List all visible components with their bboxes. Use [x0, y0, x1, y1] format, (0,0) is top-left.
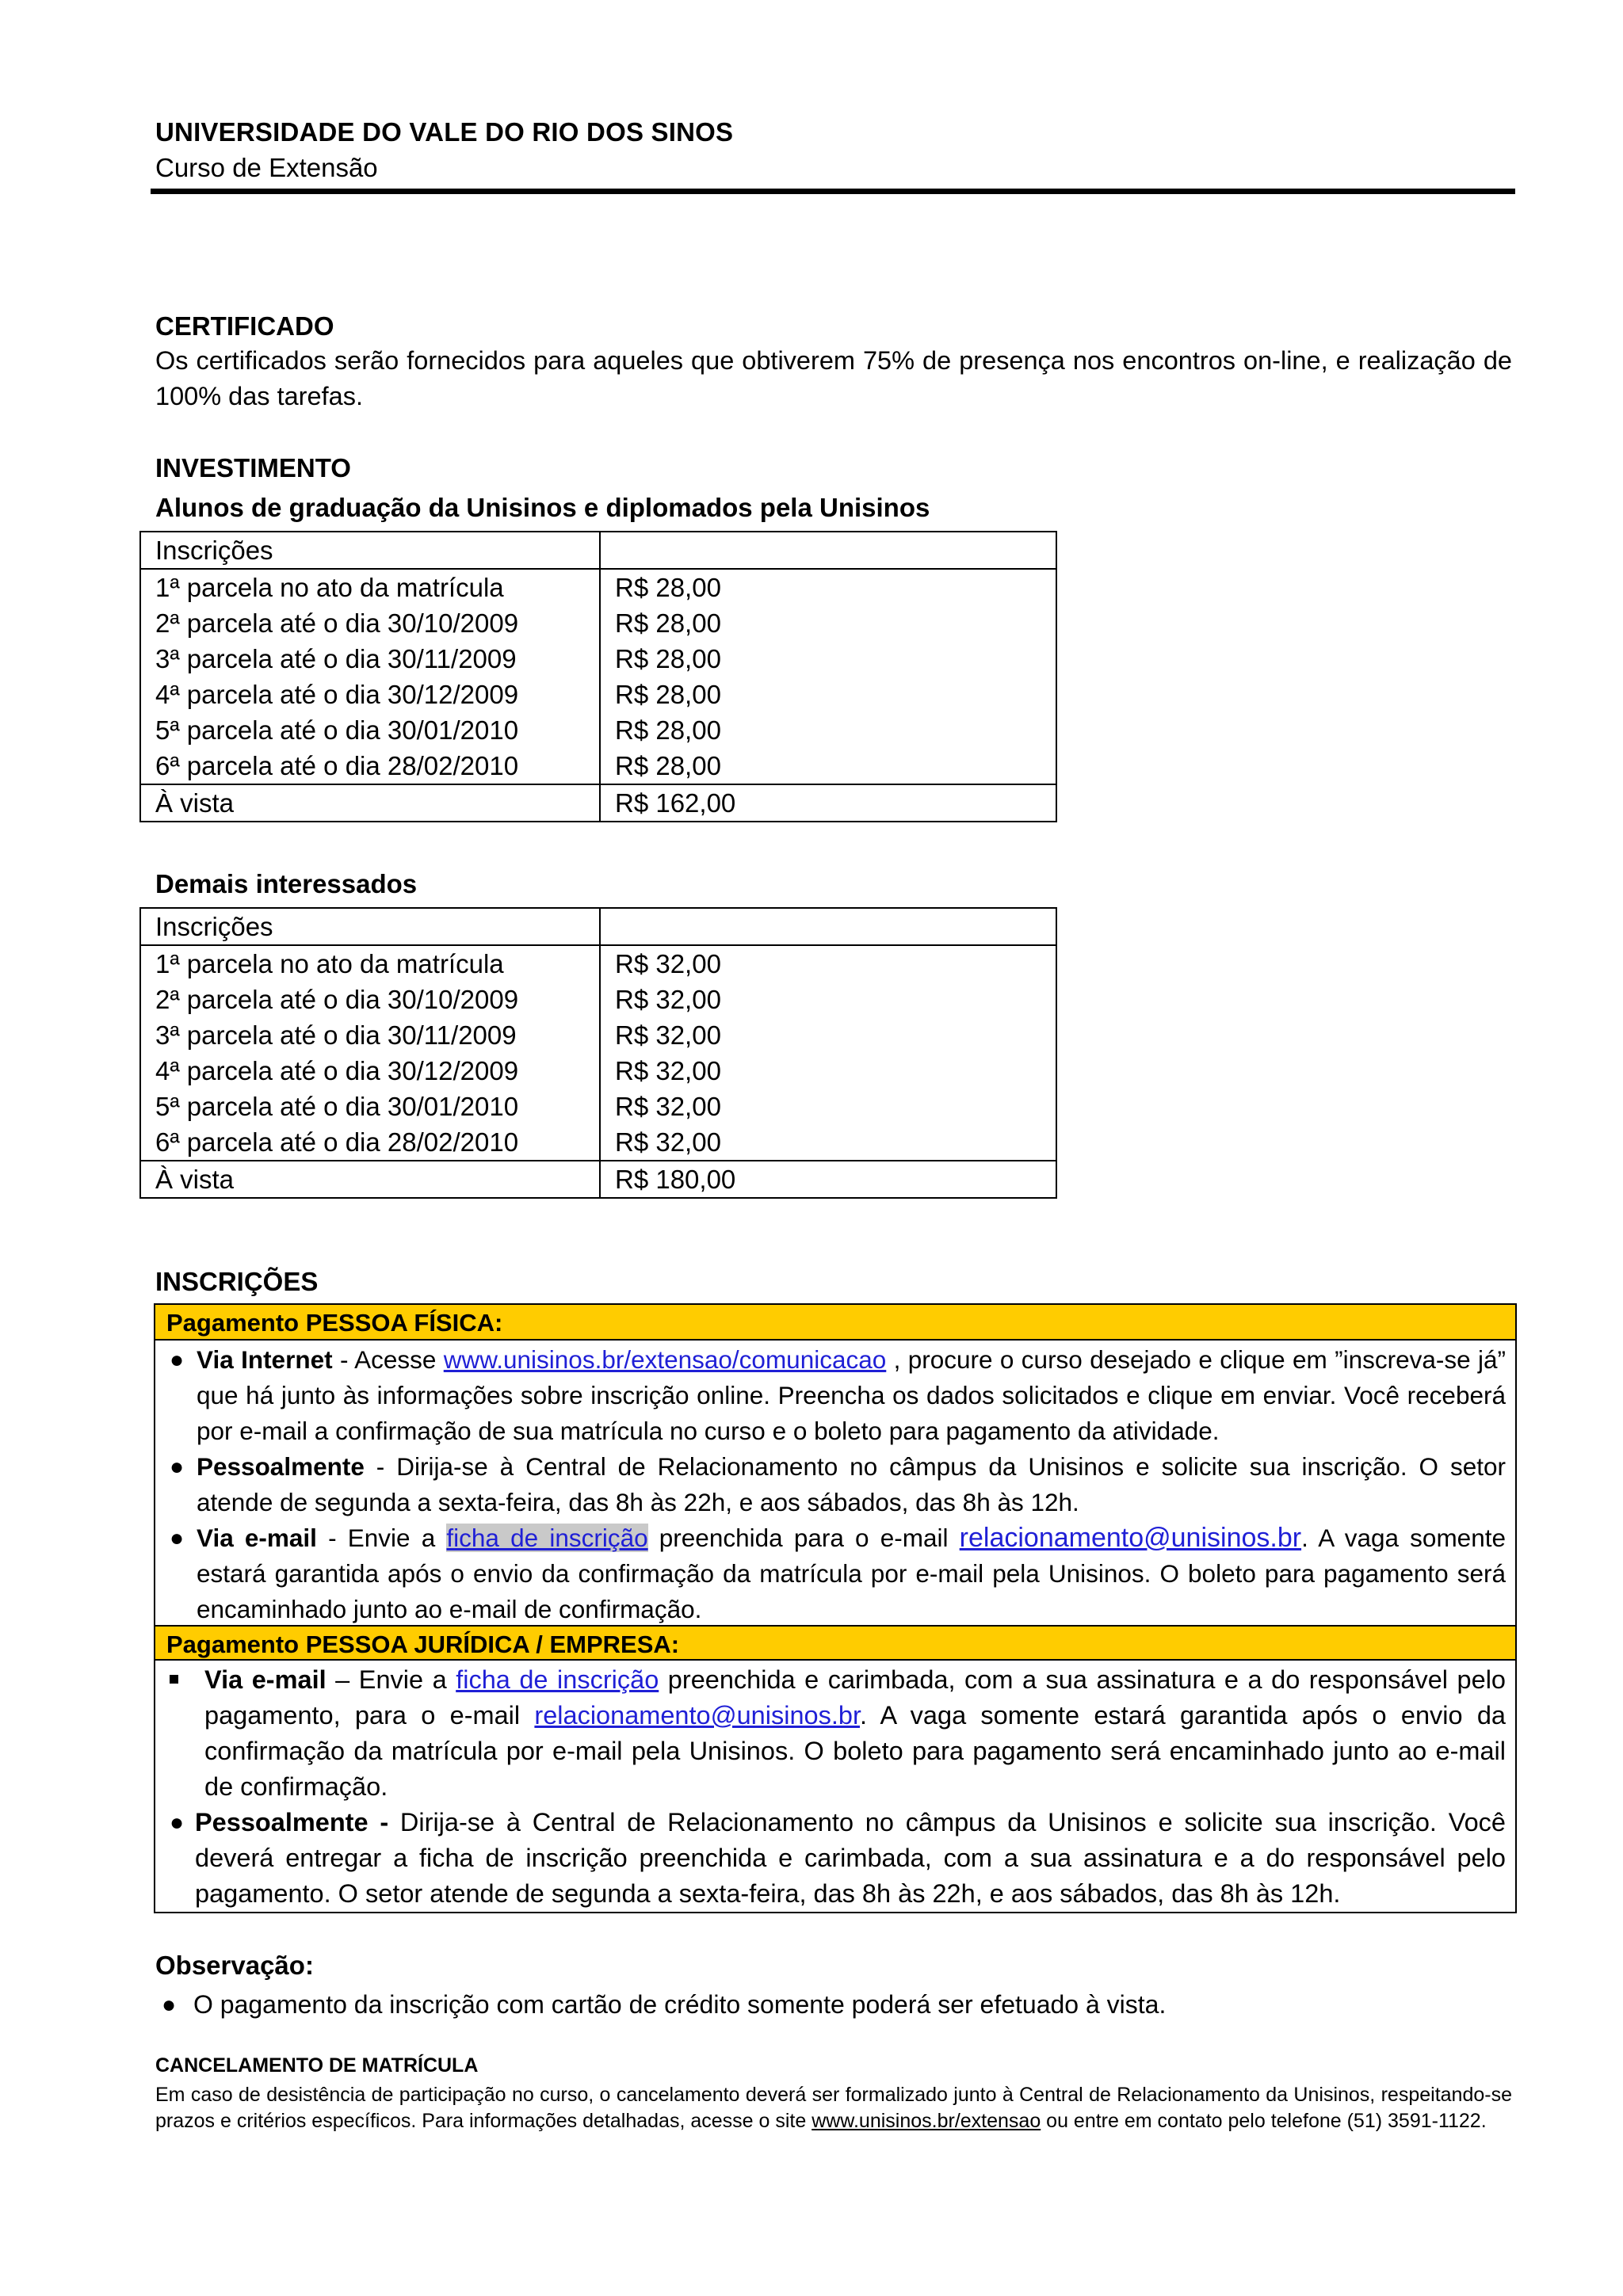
- table-row: [140, 1124, 1056, 1161]
- table-row: [140, 1089, 1056, 1124]
- group2-title: Demais interessados: [155, 869, 418, 898]
- installment-label: 5ª parcela até o dia 30/01/2010: [140, 712, 600, 748]
- observacao-text: O pagamento da inscrição com cartão de crédito somente poderá ser efetuado à vista.: [193, 1990, 1167, 2019]
- inscricoes-heading: INSCRIÇÕES: [155, 1267, 319, 1296]
- table-header-cell: Inscrições: [140, 908, 600, 945]
- item-text: - Dirija-se à Central de Relacionamento no câmpus da Unisinos e solicite sua inscrição. O setor atende de segunda a sexta-feira, das 8h às 22h, e aos sábados, das 8h às 12h.: [197, 1452, 1506, 1516]
- item-title: Via Internet: [197, 1345, 333, 1374]
- installment-label: 3ª parcela até o dia 30/11/2009: [140, 641, 600, 677]
- installment-value: R$ 28,00: [600, 677, 1056, 712]
- inscricoes-box: [154, 1303, 1517, 1913]
- cancelamento-pre: Em caso de desistência de participação no curso, o cancelamento deverá ser formalizado junto à Central de Relacionamento da Unisinos, respeitando-se prazos e critérios específicos. Para informações detalhadas, acesse o site: [155, 2084, 1512, 2132]
- item-text: - Envie a: [316, 1524, 447, 1552]
- cancelamento-heading: CANCELAMENTO DE MATRÍCULA: [155, 2054, 479, 2077]
- table-row: [140, 605, 1056, 641]
- list-item: [155, 1662, 1515, 1805]
- certificado-text: Os certificados serão fornecidos para aqueles que obtiverem 75% de presença nos encontros on-line, e realização de 100% das tarefas.: [155, 346, 1512, 410]
- table-header-empty: [600, 532, 1056, 569]
- total-label: À vista: [140, 784, 600, 822]
- installment-value: R$ 32,00: [600, 1124, 1056, 1161]
- pessoa-fisica-list: [155, 1342, 1515, 1627]
- installment-label: 5ª parcela até o dia 30/01/2010: [140, 1089, 600, 1124]
- list-item: [155, 1805, 1515, 1912]
- pessoa-fisica-band: Pagamento PESSOA FÍSICA:: [155, 1305, 1515, 1341]
- installment-value: R$ 28,00: [600, 641, 1056, 677]
- item-text: - Acesse: [332, 1345, 444, 1374]
- installment-label: 2ª parcela até o dia 30/10/2009: [140, 605, 600, 641]
- total-value: R$ 162,00: [600, 784, 1056, 822]
- item-text: Dirija-se à Central de Relacionamento no câmpus da Unisinos e solicite sua inscrição. Você deverá entregar a ficha de inscrição preenchida e carimbada, com a sua assinatura e a do responsável pelo pagamento. O setor atende de segunda a sexta-feira, das 8h às 22h, e aos sábados, das 8h às 12h.: [195, 1808, 1506, 1908]
- item-text: – Envie a: [326, 1665, 456, 1694]
- item-title: Via e-mail: [204, 1665, 327, 1694]
- list-item: [155, 1520, 1515, 1627]
- observacao-heading: Observação:: [155, 1951, 314, 1980]
- item-text: preenchida para o e-mail: [647, 1524, 960, 1552]
- installment-value: R$ 32,00: [600, 1089, 1056, 1124]
- installment-label: 1ª parcela no ato da matrícula: [140, 569, 600, 605]
- email-link[interactable]: relacionamento@unisinos.br: [959, 1523, 1302, 1553]
- table-total-row: [140, 1161, 1056, 1198]
- installment-value: R$ 32,00: [600, 1053, 1056, 1089]
- installment-label: 3ª parcela até o dia 30/11/2009: [140, 1017, 600, 1053]
- item-title: Via e-mail: [197, 1524, 317, 1552]
- extensao-site-link[interactable]: www.unisinos.br/extensao: [812, 2110, 1041, 2132]
- certificado-heading: CERTIFICADO: [155, 311, 334, 341]
- table-row: [140, 569, 1056, 605]
- course-type: Curso de Extensão: [155, 153, 378, 182]
- investimento-heading: INVESTIMENTO: [155, 453, 351, 482]
- ficha-inscricao-link[interactable]: ficha de inscrição: [456, 1665, 659, 1694]
- item-title: Pessoalmente: [197, 1452, 365, 1481]
- extensao-link[interactable]: www.unisinos.br/extensao/comunicacao: [443, 1345, 887, 1374]
- installment-value: R$ 28,00: [600, 748, 1056, 784]
- table-total-row: [140, 784, 1056, 822]
- installment-value: R$ 32,00: [600, 945, 1056, 982]
- table-row: [140, 748, 1056, 784]
- bullet-icon: ●: [170, 1810, 185, 1836]
- installment-value: R$ 28,00: [600, 569, 1056, 605]
- observacao-item: [155, 1987, 1166, 2023]
- table-row: [140, 677, 1056, 712]
- table-row: [140, 945, 1056, 982]
- table-header-row: [140, 532, 1056, 569]
- email-link[interactable]: relacionamento@unisinos.br: [534, 1701, 860, 1730]
- university-title: UNIVERSIDADE DO VALE DO RIO DOS SINOS: [155, 117, 734, 147]
- square-bullet-icon: [170, 1675, 178, 1684]
- installment-value: R$ 28,00: [600, 605, 1056, 641]
- item-text: . A vaga somente estará garantida após o envio da confirmação da matrícula por e-mail pela Unisinos. O boleto para pagamento será encaminhado junto ao e-mail de confirmação.: [197, 1524, 1506, 1623]
- item-text: preenchida e carimbada, com a sua assinatura e a do responsável pelo pagamento, para o e-mail: [204, 1665, 1506, 1730]
- table-row: [140, 641, 1056, 677]
- installment-label: 4ª parcela até o dia 30/12/2009: [140, 1053, 600, 1089]
- list-item: [155, 1449, 1515, 1520]
- item-title: Pessoalmente -: [195, 1808, 389, 1836]
- table-header-row: [140, 908, 1056, 945]
- installment-value: R$ 28,00: [600, 712, 1056, 748]
- pessoa-juridica-band: Pagamento PESSOA JURÍDICA / EMPRESA:: [155, 1625, 1515, 1661]
- table-row: [140, 1053, 1056, 1089]
- item-text: . A vaga somente estará garantida após o envio da confirmação da matrícula por e-mail pela Unisinos. O boleto para pagamento será encaminhado junto ao e-mail de confirmação.: [204, 1701, 1506, 1801]
- total-value: R$ 180,00: [600, 1161, 1056, 1198]
- installment-label: 4ª parcela até o dia 30/12/2009: [140, 677, 600, 712]
- total-label: À vista: [140, 1161, 600, 1198]
- ficha-inscricao-link[interactable]: ficha de inscrição: [446, 1524, 648, 1552]
- item-text: , procure o curso desejado e clique em ”inscreva-se já” que há junto às informações sobre inscrição online. Preencha os dados solicitados e clique em enviar. Você receberá por e-mail a confirmação de sua matrícula no curso e o boleto para pagamento da atividade.: [197, 1345, 1506, 1445]
- installment-label: 6ª parcela até o dia 28/02/2010: [140, 748, 600, 784]
- installment-label: 2ª parcela até o dia 30/10/2009: [140, 982, 600, 1017]
- price-table-unisinos: [139, 531, 1057, 822]
- table-header-empty: [600, 908, 1056, 945]
- installment-value: R$ 32,00: [600, 982, 1056, 1017]
- header-divider: [151, 189, 1515, 194]
- table-row: [140, 982, 1056, 1017]
- bullet-icon: ●: [170, 1454, 185, 1480]
- installment-value: R$ 32,00: [600, 1017, 1056, 1053]
- cancelamento-text: [155, 2082, 1512, 2134]
- cancelamento-post: ou entre em contato pelo telefone (51) 3591-1122.: [1041, 2110, 1487, 2132]
- group1-title: Alunos de graduação da Unisinos e diplomados pela Unisinos: [155, 493, 930, 522]
- bullet-icon: ●: [162, 1992, 177, 2018]
- bullet-icon: ●: [170, 1525, 185, 1551]
- table-row: [140, 1017, 1056, 1053]
- bullet-icon: ●: [170, 1347, 185, 1373]
- price-table-others: [139, 907, 1057, 1199]
- installment-label: 1ª parcela no ato da matrícula: [140, 945, 600, 982]
- installment-label: 6ª parcela até o dia 28/02/2010: [140, 1124, 600, 1161]
- table-header-cell: Inscrições: [140, 532, 600, 569]
- table-row: [140, 712, 1056, 748]
- pessoa-juridica-list: [155, 1662, 1515, 1912]
- list-item: [155, 1342, 1515, 1449]
